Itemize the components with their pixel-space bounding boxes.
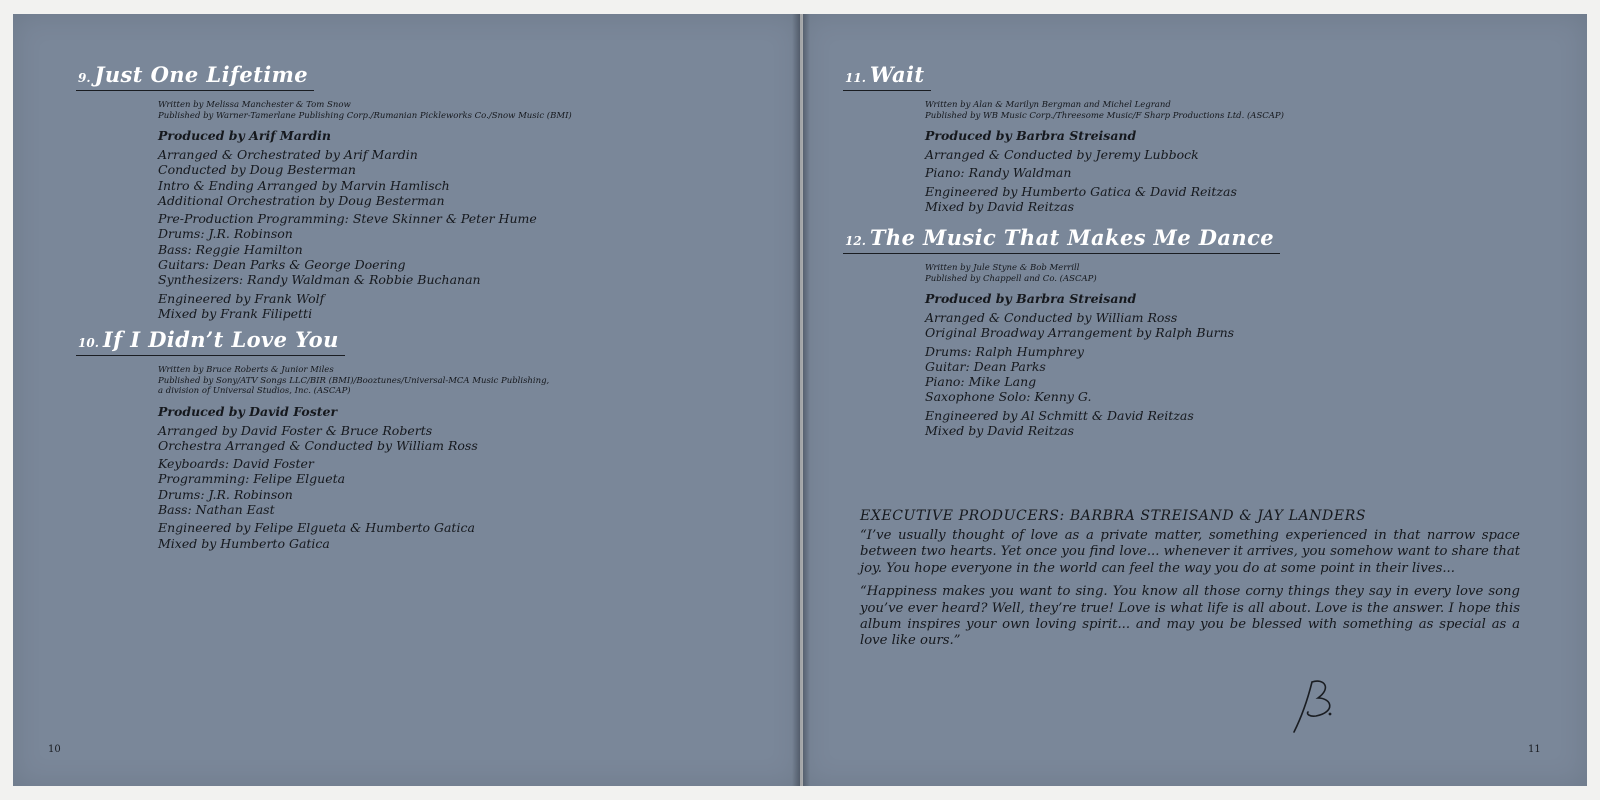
track-title xyxy=(76,62,314,91)
writer-credit: Written by Melissa Manchester & Tom Snow xyxy=(158,100,351,110)
credit-group xyxy=(158,147,572,208)
page-number-right: 11 xyxy=(1528,744,1541,755)
credit-line: Arranged & Orchestrated by Arif Mardin xyxy=(158,147,418,162)
executive-producers-section xyxy=(860,508,1520,657)
credit-line: Mixed by Frank Filipetti xyxy=(158,305,313,321)
track-credits xyxy=(925,263,1280,438)
credit-group xyxy=(158,520,549,551)
page-number-left: 10 xyxy=(48,744,61,755)
credit-line: Guitars: Dean Parks & George Doering xyxy=(158,257,406,273)
credit-line: Mixed by David Reitzas xyxy=(925,423,1075,439)
track-credits xyxy=(925,100,1284,214)
track-number: 12. xyxy=(845,234,866,248)
credit-group xyxy=(925,344,1280,405)
credit-line: Engineered by Frank Wolf xyxy=(158,290,325,306)
signature-mark xyxy=(1288,676,1348,736)
credit-line: Mixed by Humberto Gatica xyxy=(158,535,330,551)
track-number: 11. xyxy=(845,71,866,85)
track-credits xyxy=(158,365,549,551)
track-10 xyxy=(76,327,549,554)
track-11 xyxy=(843,62,1284,217)
writer-publisher-credits xyxy=(158,365,549,397)
track-name: If I Didn’t Love You xyxy=(102,327,339,352)
credit-line: Saxophone Solo: Kenny G. xyxy=(925,389,1092,405)
publisher-credit: Published by Warner-Tamerlane Publishing Corp./Rumanian Pickleworks Co./Snow Music (BMI) xyxy=(158,110,572,121)
credit-line: Arranged & Conducted by William Ross xyxy=(925,310,1178,325)
credit-group xyxy=(158,211,572,287)
credit-line: Engineered by Humberto Gatica & David Reitzas xyxy=(925,183,1237,199)
executive-producers-heading: EXECUTIVE PRODUCERS: BARBRA STREISAND & JAY LANDERS xyxy=(860,508,1367,524)
producer-credit: Produced by Barbra Streisand xyxy=(925,291,1137,306)
writer-credit: Written by Bruce Roberts & Junior Miles xyxy=(158,365,334,375)
credit-line: Piano: Mike Lang xyxy=(925,374,1037,390)
credit-line: Pre-Production Programming: Steve Skinner & Peter Hume xyxy=(158,211,537,227)
credit-line: Synthesizers: Randy Waldman & Robbie Buchanan xyxy=(158,272,481,288)
credit-line: Additional Orchestration by Doug Besterman xyxy=(158,192,445,208)
track-12 xyxy=(843,225,1280,441)
track-title xyxy=(843,62,931,91)
credit-line: Guitar: Dean Parks xyxy=(925,358,1046,374)
track-number: 9. xyxy=(78,71,91,85)
credit-line: Bass: Reggie Hamilton xyxy=(158,241,303,257)
track-number: 10. xyxy=(78,336,99,350)
credit-line: Engineered by Al Schmitt & David Reitzas xyxy=(925,407,1194,423)
credit-line: Mixed by David Reitzas xyxy=(925,198,1075,214)
track-credits xyxy=(158,100,572,321)
credit-group xyxy=(925,310,1280,341)
track-name: The Music That Makes Me Dance xyxy=(869,225,1275,250)
credit-line: Engineered by Felipe Elgueta & Humberto Gatica xyxy=(158,520,475,536)
credit-line: Arranged & Conducted by Jeremy Lubbock xyxy=(925,147,1199,162)
credit-group xyxy=(925,184,1284,215)
credit-line: Drums: J.R. Robinson xyxy=(158,226,293,242)
writer-publisher-credits xyxy=(925,263,1280,284)
credit-line: Original Broadway Arrangement by Ralph Burns xyxy=(925,325,1235,341)
credit-line: Drums: J.R. Robinson xyxy=(158,486,293,502)
publisher-credit: Published by Chappell and Co. (ASCAP) xyxy=(925,273,1097,284)
credit-line: Piano: Randy Waldman xyxy=(925,165,1072,181)
credit-group xyxy=(925,408,1280,439)
track-title xyxy=(76,327,345,356)
credit-group xyxy=(158,456,549,517)
credit-group xyxy=(925,147,1284,162)
producer-credit: Produced by David Foster xyxy=(158,403,338,419)
credit-line: Programming: Felipe Elgueta xyxy=(158,471,346,487)
credit-line: Intro & Ending Arranged by Marvin Hamlisch xyxy=(158,177,450,193)
publisher-credit: a division of Universal Studios, Inc. (ASCAP) xyxy=(158,386,351,396)
publisher-credit: Published by Sony/ATV Songs LLC/BIR (BMI)/Booztunes/Universal-MCA Music Publishing, xyxy=(158,375,550,386)
quote-paragraph: “Happiness makes you want to sing. You know all those corny things they say in every love song you’ve ever heard? Well, they’re true! Love is what life is all about. Love is the answer. I hope this album inspires your own loving spirit... and may you be blessed with something as special as a love like ours.” xyxy=(860,584,1520,649)
credit-group xyxy=(158,423,549,454)
track-title xyxy=(843,225,1280,254)
credit-group xyxy=(158,291,572,322)
credit-line: Keyboards: David Foster xyxy=(158,456,314,472)
credit-line: Bass: Nathan East xyxy=(158,501,275,517)
credit-group xyxy=(925,165,1284,180)
writer-credit: Written by Jule Styne & Bob Merrill xyxy=(925,263,1080,273)
producer-credit: Produced by Barbra Streisand xyxy=(925,128,1137,143)
credit-line: Conducted by Doug Besterman xyxy=(158,162,356,178)
credit-line: Drums: Ralph Humphrey xyxy=(925,343,1084,359)
writer-publisher-credits xyxy=(925,100,1284,121)
publisher-credit: Published by WB Music Corp./Threesome Music/F Sharp Productions Ltd. (ASCAP) xyxy=(925,110,1284,121)
writer-publisher-credits xyxy=(158,100,572,121)
track-9 xyxy=(76,62,572,324)
quote-paragraph: “I’ve usually thought of love as a private matter, something experienced in that narrow space between two hearts. Yet once you find love... whenever it arrives, you somehow want to share that joy. You hope everyone in the world can feel the way you do at some point in their lives... xyxy=(860,528,1520,576)
producer-credit: Produced by Arif Mardin xyxy=(158,128,332,143)
writer-credit: Written by Alan & Marilyn Bergman and Michel Legrand xyxy=(925,100,1171,110)
track-name: Just One Lifetime xyxy=(94,62,308,87)
track-name: Wait xyxy=(869,62,925,87)
credit-line: Arranged by David Foster & Bruce Roberts xyxy=(158,422,433,438)
booklet-spine xyxy=(792,14,810,786)
credit-line: Orchestra Arranged & Conducted by William Ross xyxy=(158,437,478,453)
